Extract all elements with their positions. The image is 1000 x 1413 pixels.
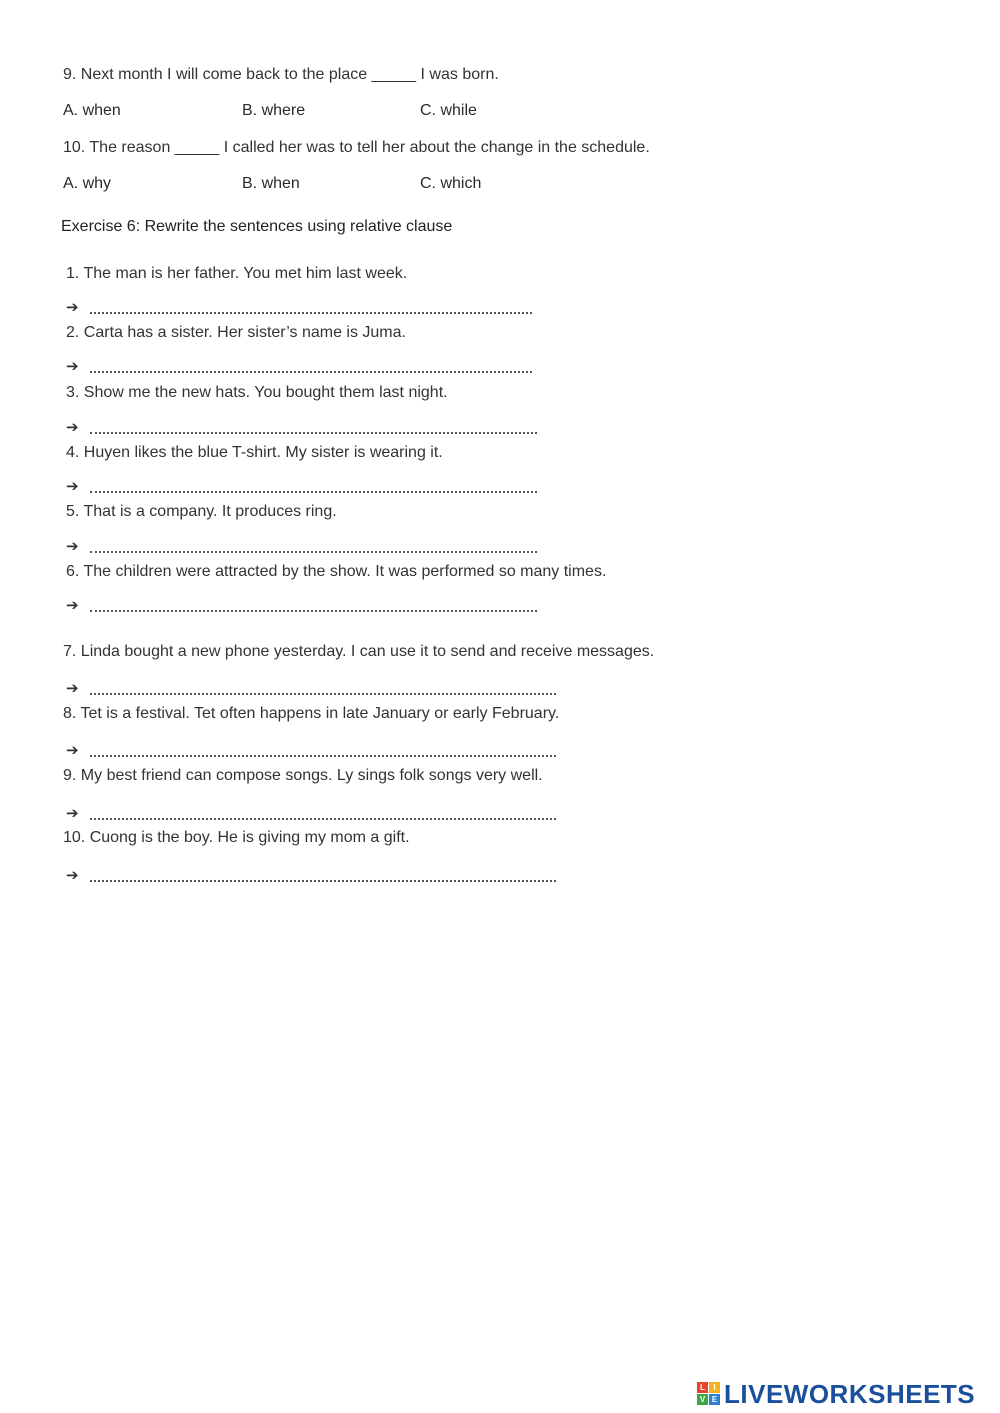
- answer-row-10: [66, 866, 561, 886]
- arrow-icon: ➔: [66, 478, 79, 495]
- exercise-item-7: 7. Linda bought a new phone yesterday. I can use it to send and receive messages.: [63, 643, 655, 660]
- answer-input-10[interactable]: [88, 864, 560, 884]
- exercise-item-10: 10. Cuong is the boy. He is giving my mom a gift.: [63, 829, 410, 846]
- exercise-item-1: 1. The man is her father. You met him last week.: [66, 265, 408, 282]
- answer-row-9: [66, 804, 561, 824]
- answer-input-6[interactable]: [88, 594, 541, 614]
- mcq-10-option-c[interactable]: C. which: [420, 175, 482, 192]
- arrow-icon: ➔: [66, 680, 79, 697]
- answer-input-1[interactable]: [88, 296, 536, 316]
- exercise-item-9: 9. My best friend can compose songs. Ly sings folk songs very well.: [63, 767, 543, 784]
- logo-tile-l: L: [697, 1382, 708, 1393]
- mcq-10-option-a[interactable]: A. why: [63, 175, 112, 192]
- answer-row-5: [66, 537, 541, 557]
- answer-input-9[interactable]: [88, 802, 560, 822]
- logo-tile-v: V: [697, 1394, 708, 1405]
- arrow-icon: ➔: [66, 742, 79, 759]
- arrow-icon: ➔: [66, 867, 79, 884]
- arrow-icon: ➔: [66, 419, 79, 436]
- exercise-item-2: 2. Carta has a sister. Her sister’s name is Juma.: [66, 324, 406, 341]
- answer-row-4: [66, 477, 541, 497]
- logo-tile-i: I: [709, 1382, 720, 1393]
- exercise-item-8: 8. Tet is a festival. Tet often happens in late January or early February.: [63, 705, 560, 722]
- answer-row-3: [66, 418, 541, 438]
- mcq-9-option-c[interactable]: C. while: [420, 102, 477, 119]
- answer-row-2: [66, 357, 536, 377]
- answer-input-3[interactable]: [88, 416, 541, 436]
- exercise-item-6: 6. The children were attracted by the show. It was performed so many times.: [66, 563, 607, 580]
- answer-input-5[interactable]: [88, 535, 541, 555]
- mcq-9-option-a[interactable]: A. when: [63, 102, 121, 119]
- answer-row-6: [66, 596, 541, 616]
- arrow-icon: ➔: [66, 597, 79, 614]
- answer-input-8[interactable]: [88, 739, 560, 759]
- answer-input-4[interactable]: [88, 475, 541, 495]
- answer-row-8: [66, 741, 561, 761]
- logo-text: LIVEWORKSHEETS: [724, 1379, 976, 1409]
- mcq-question-10: 10. The reason _____ I called her was to tell her about the change in the schedule.: [63, 139, 650, 156]
- answer-input-7[interactable]: [88, 677, 560, 697]
- arrow-icon: ➔: [66, 538, 79, 555]
- answer-row-1: [66, 298, 536, 318]
- exercise-item-3: 3. Show me the new hats. You bought them last night.: [66, 384, 448, 401]
- arrow-icon: ➔: [66, 358, 79, 375]
- mcq-10-option-b[interactable]: B. when: [242, 175, 300, 192]
- answer-input-2[interactable]: [88, 355, 536, 375]
- arrow-icon: ➔: [66, 805, 79, 822]
- logo-tile-e: E: [709, 1394, 720, 1405]
- liveworksheets-logo-icon: [697, 1382, 721, 1406]
- answer-row-7: [66, 679, 561, 699]
- mcq-9-option-b[interactable]: B. where: [242, 102, 306, 119]
- exercise-item-5: 5. That is a company. It produces ring.: [66, 503, 337, 520]
- mcq-question-9: 9. Next month I will come back to the place _____ I was born.: [63, 66, 499, 83]
- exercise-item-4: 4. Huyen likes the blue T-shirt. My sister is wearing it.: [66, 444, 443, 461]
- exercise-6-heading: Exercise 6: Rewrite the sentences using relative clause: [61, 218, 453, 235]
- arrow-icon: ➔: [66, 299, 79, 316]
